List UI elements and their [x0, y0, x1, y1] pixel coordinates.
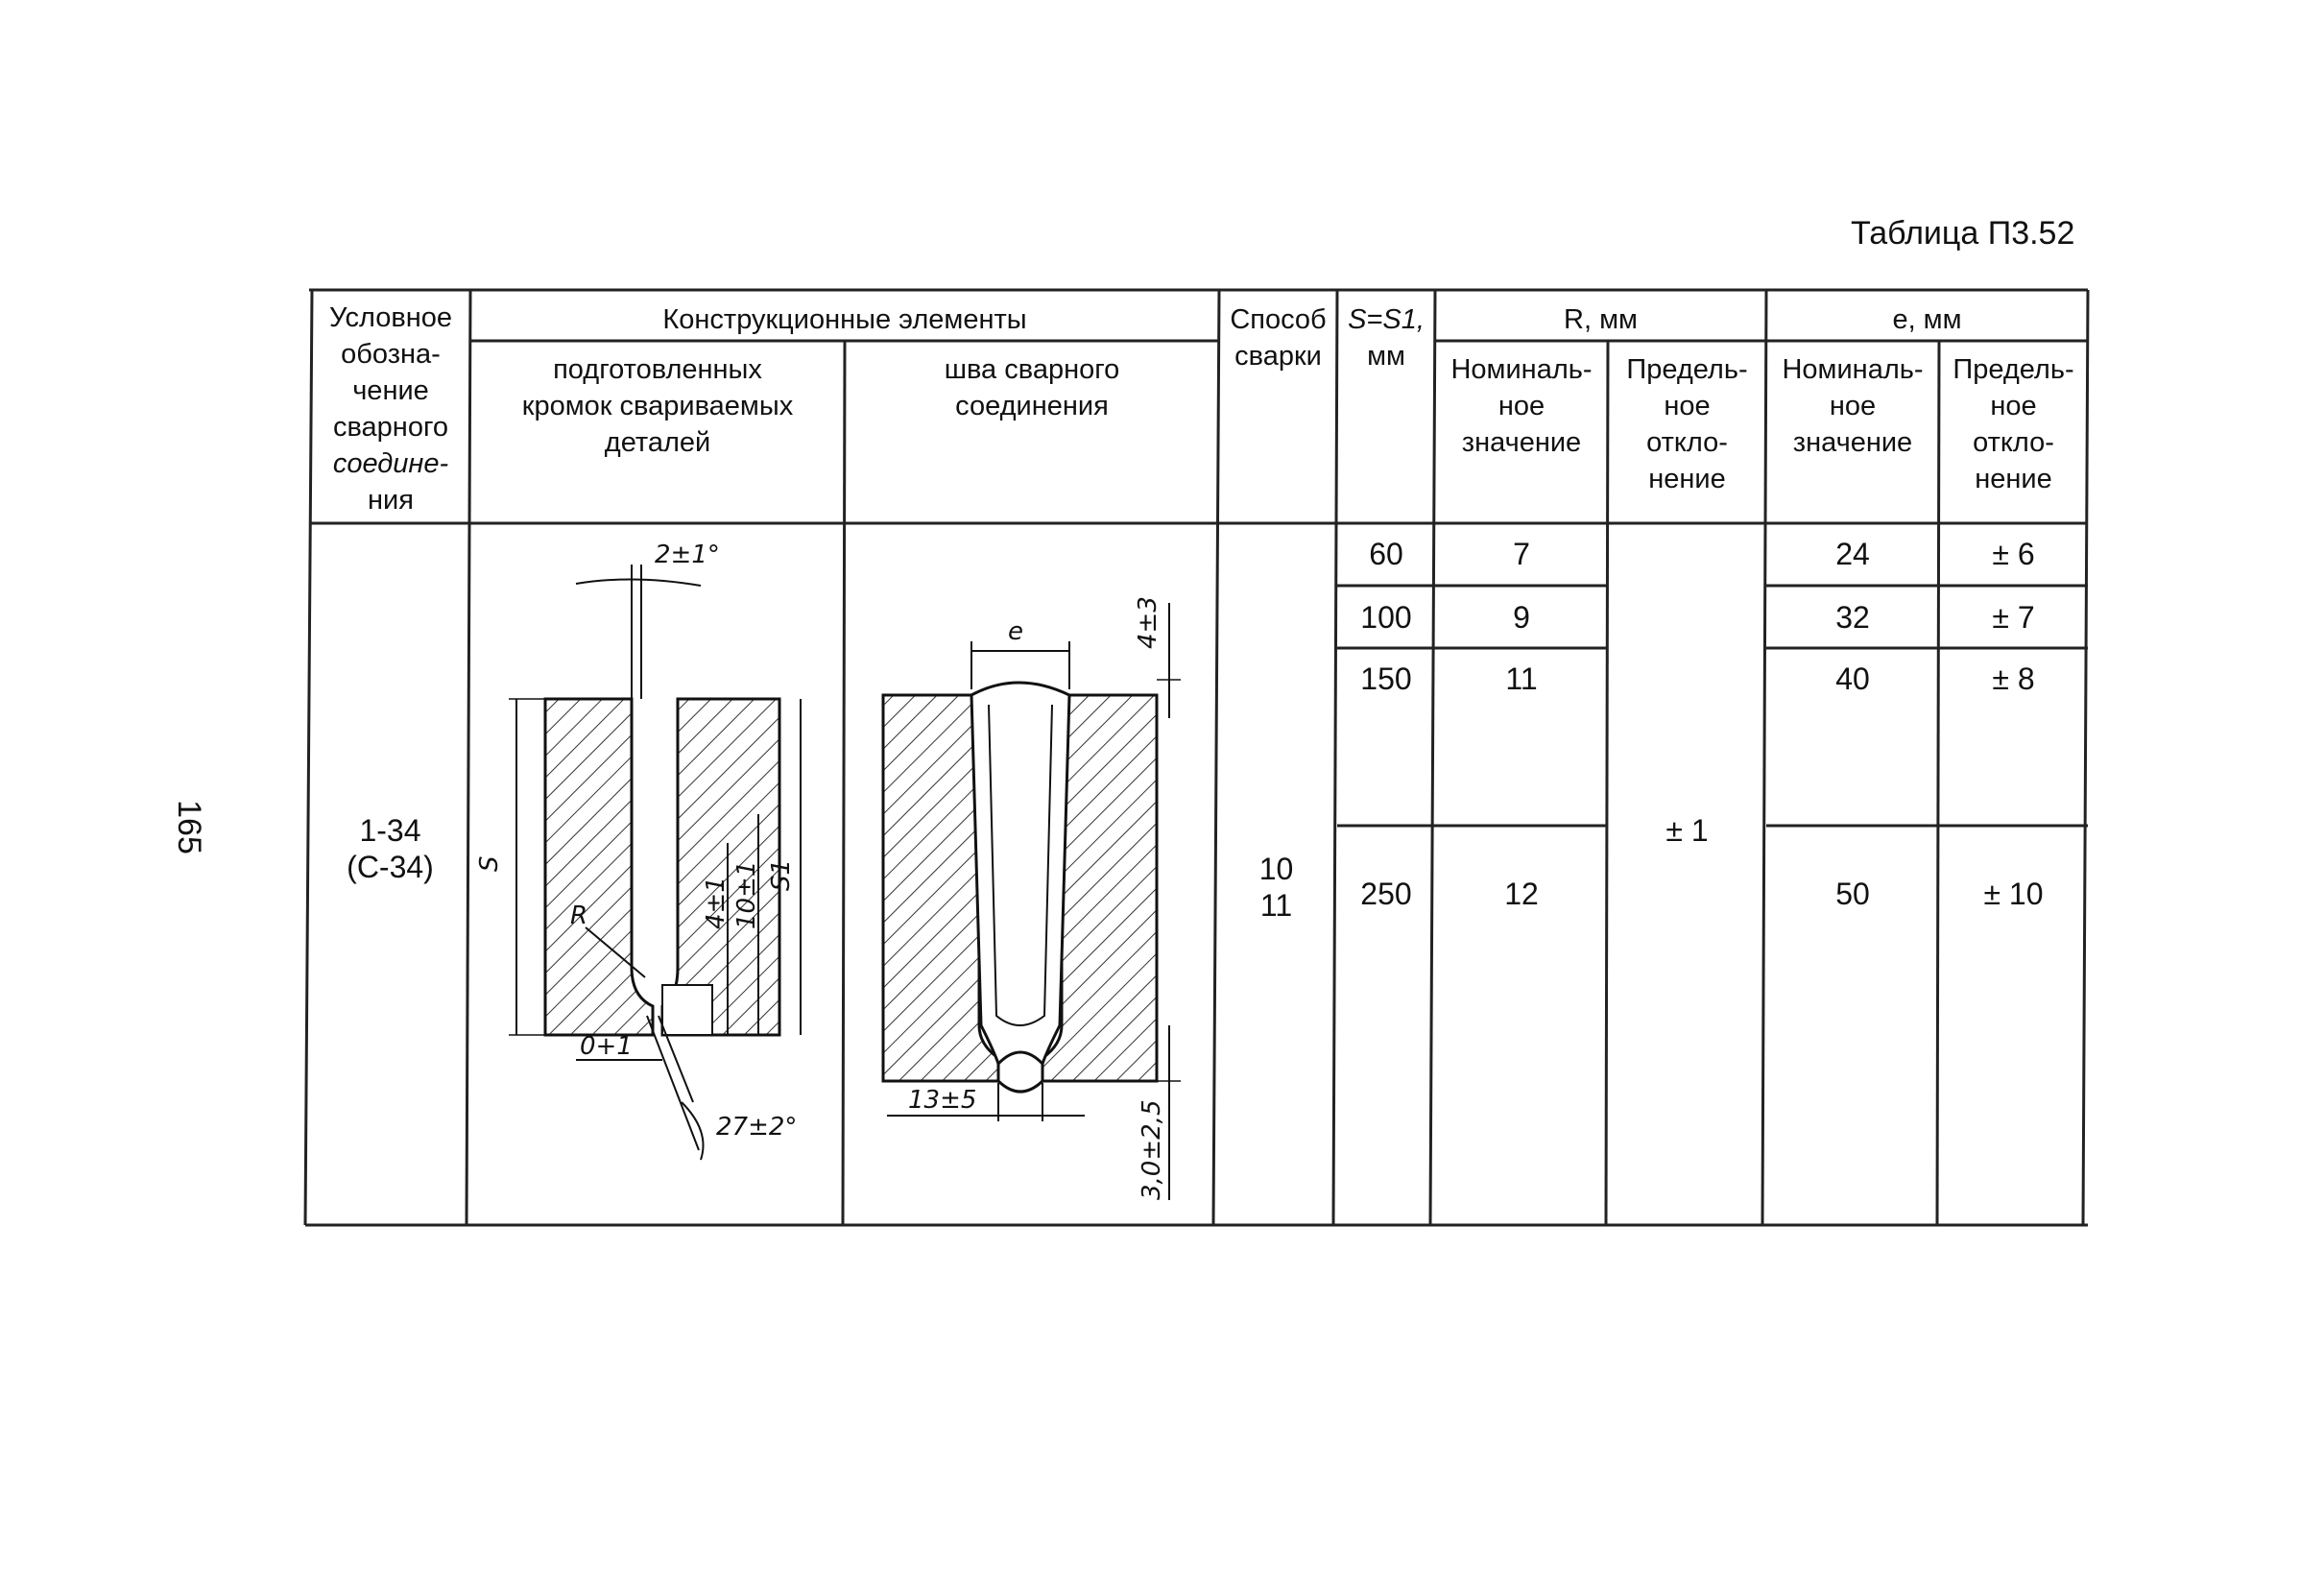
header-weld: шва сварного соединения	[944, 354, 1120, 421]
r-tolerance: ± 1	[1665, 813, 1709, 848]
header-e-tolerance: Предель- ное откло- нение	[1953, 354, 2074, 494]
label-gap: 0+1	[580, 1032, 633, 1061]
welding-methods: 10 11	[1258, 852, 1294, 923]
label-groove-depth: 10±1	[732, 860, 761, 929]
s-value: 250	[1360, 877, 1412, 911]
s-value: 60	[1369, 537, 1403, 571]
r-nominal-value: 12	[1504, 877, 1539, 911]
label-root-face: 4±1	[702, 877, 731, 929]
e-tolerance-value: ± 7	[1992, 600, 2035, 635]
label-bevel-angle: 27±2°	[716, 1113, 798, 1142]
label-thickness-s: S	[475, 855, 504, 872]
s-value: 100	[1360, 600, 1412, 635]
e-nominal-value: 40	[1835, 661, 1870, 696]
prepared-edges-drawing	[470, 526, 845, 1225]
header-designation: Условное обозна- чение сварного соедине- ния	[328, 302, 453, 516]
label-thickness-s1: S1	[767, 858, 796, 891]
table-caption: Таблица П3.52	[1851, 215, 2075, 252]
r-nominal-value: 11	[1505, 661, 1538, 696]
label-reinforcement: 4±3	[1134, 596, 1162, 649]
joint-designation: 1-34 (С-34)	[347, 813, 434, 884]
header-structural-elements: Конструкционные элементы	[662, 304, 1027, 335]
r-nominal-value: 9	[1513, 600, 1530, 635]
label-weld-width: e	[1008, 617, 1023, 646]
s-value: 150	[1360, 661, 1412, 696]
header-thickness: S=S1, мм	[1348, 304, 1425, 372]
header-r-tolerance: Предель- ное откло- нение	[1626, 354, 1748, 494]
header-r-group: R, мм	[1564, 304, 1638, 335]
header-prepared-edges: подготовленных кромок свариваемых деталей	[521, 354, 794, 458]
header-r-nominal: Номиналь- ное значение	[1450, 354, 1593, 458]
label-edge-angle: 2±1°	[655, 541, 720, 569]
label-root-width: 13±5	[908, 1086, 977, 1115]
label-radius: R	[570, 902, 588, 930]
weld-drawing	[845, 526, 1219, 1225]
e-nominal-value: 50	[1835, 877, 1870, 911]
header-e-group: e, мм	[1892, 304, 1962, 335]
label-root-reinforcement: 3,0±2,5	[1138, 1099, 1166, 1200]
e-nominal-value: 24	[1835, 537, 1870, 571]
page-number: 165	[170, 800, 207, 854]
header-e-nominal: Номиналь- ное значение	[1782, 354, 1924, 458]
r-nominal-value: 7	[1513, 537, 1530, 571]
e-tolerance-value: ± 10	[1983, 877, 2044, 911]
e-nominal-value: 32	[1835, 600, 1870, 635]
e-tolerance-value: ± 8	[1992, 661, 2035, 696]
e-tolerance-value: ± 6	[1992, 537, 2035, 571]
header-welding-method: Способ сварки	[1230, 304, 1327, 372]
